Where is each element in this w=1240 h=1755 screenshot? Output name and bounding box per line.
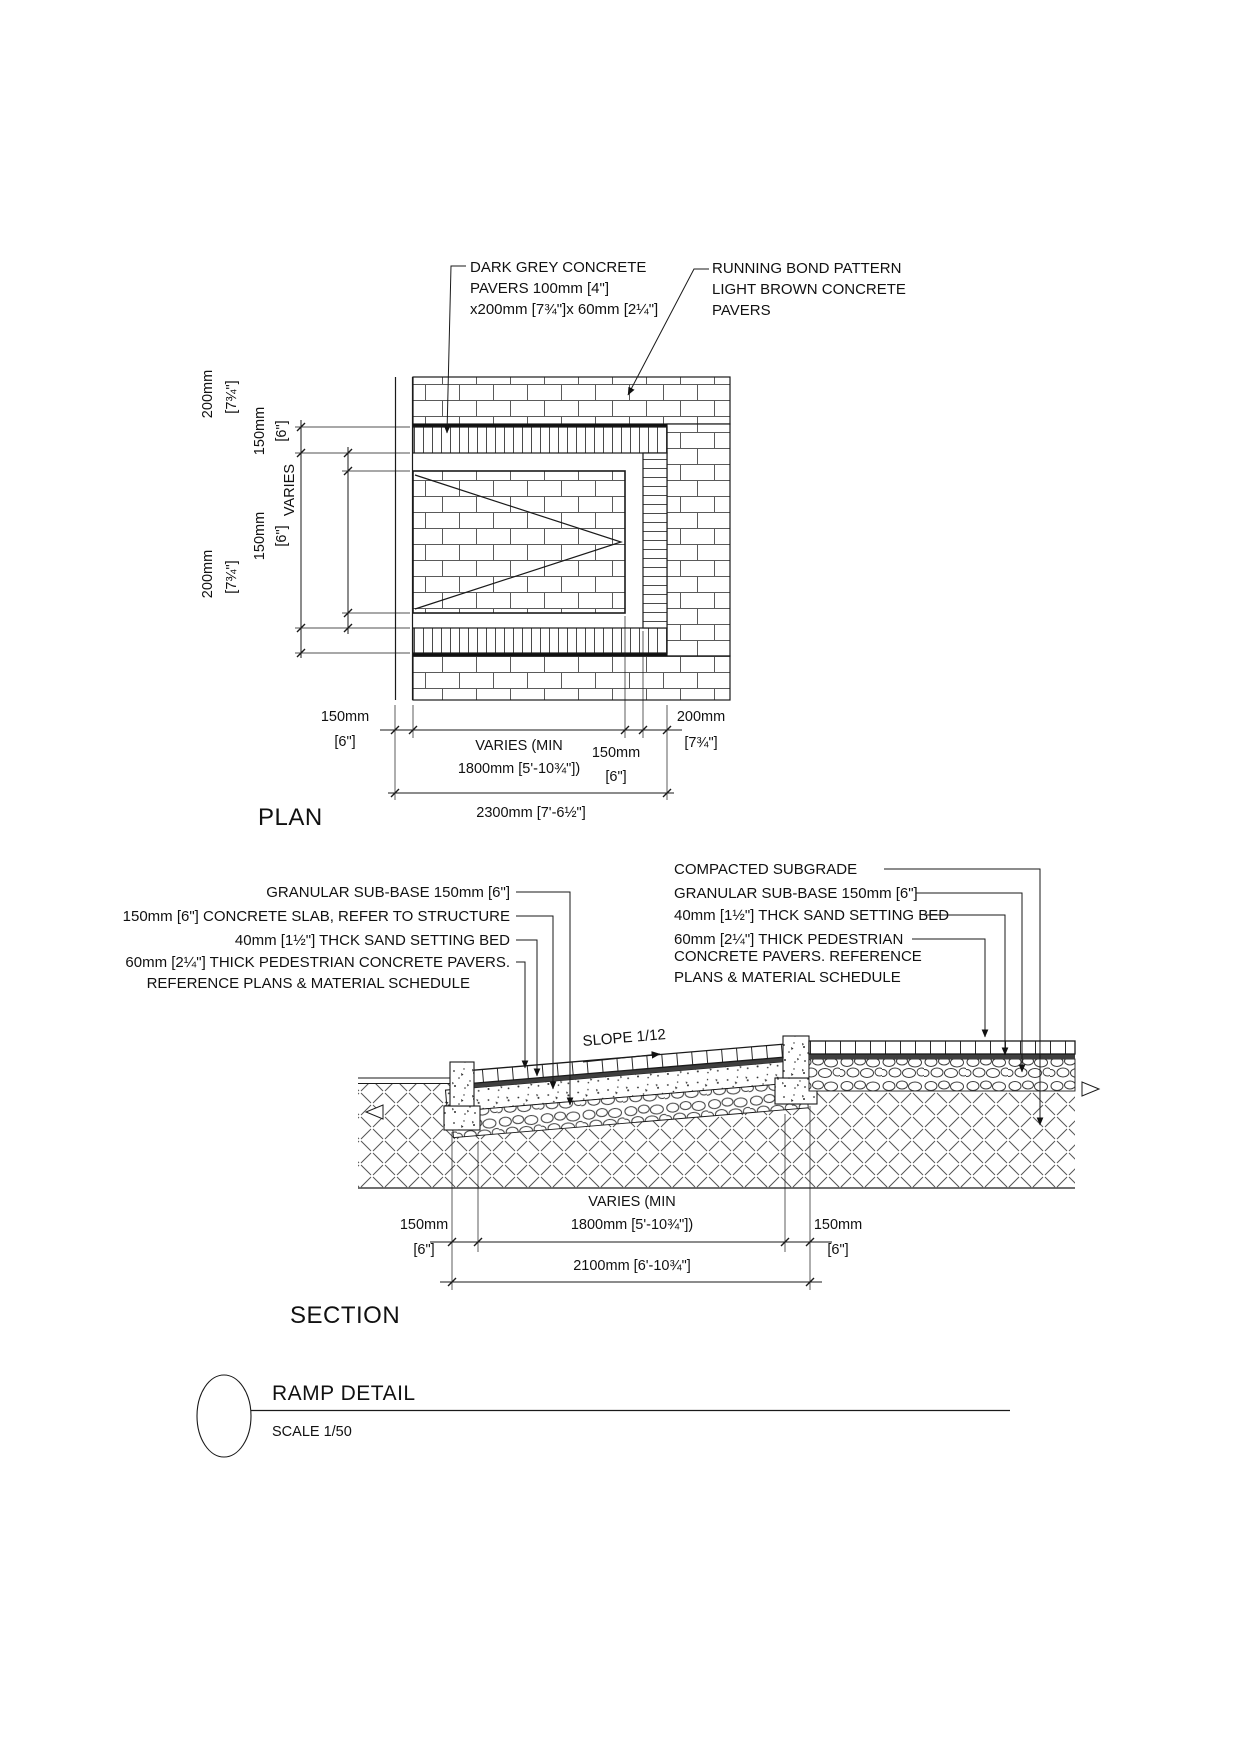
dim-sec-overall: 2100mm [6'-10¾"] xyxy=(573,1258,691,1274)
callout-left-granular: GRANULAR SUB-BASE 150mm [6"] xyxy=(266,884,510,901)
leader-left-pavers xyxy=(516,962,525,1068)
leader-left-slab xyxy=(516,916,553,1089)
callout-dark-grey-line2: PAVERS 100mm [4"] xyxy=(470,280,609,297)
plan-ext-lines-left xyxy=(295,427,410,653)
dim-bot-overall: 2300mm [7'-6½"] xyxy=(476,805,586,821)
detail-bubble xyxy=(197,1375,251,1457)
dim-sec-150-left-mm: 150mm xyxy=(399,1217,449,1233)
dim-left-150-bot-in: [6"] xyxy=(274,525,290,547)
plan-dim-labels-bottom xyxy=(321,709,725,821)
dim-left-200-top-mm: 200mm xyxy=(200,369,216,419)
plan-dim-labels-left xyxy=(200,370,298,598)
callout-left-sand: 40mm [1½"] THCK SAND SETTING BED xyxy=(234,932,510,949)
callout-right-pavers-line3: PLANS & MATERIAL SCHEDULE xyxy=(674,969,901,986)
section-dim-labels xyxy=(400,1194,862,1274)
dim-bot-varies-line1: VARIES (MIN xyxy=(475,738,563,754)
section-title: SECTION xyxy=(290,1302,401,1329)
section-right-curb xyxy=(783,1036,809,1078)
plan-paving-top-band xyxy=(413,377,730,424)
section-right-sand-bed xyxy=(809,1054,1075,1059)
callout-dark-grey-line3: x200mm [7¾"]x 60mm [2¼"] xyxy=(470,301,659,318)
callout-left-pavers-line2: REFERENCE PLANS & MATERIAL SCHEDULE xyxy=(146,975,470,992)
plan-callout-running-bond xyxy=(628,260,906,395)
callout-right-granular: GRANULAR SUB-BASE 150mm [6"] xyxy=(674,885,918,902)
section-right-grade-arrow xyxy=(1082,1082,1099,1096)
plan-dim-lines-left xyxy=(301,420,348,658)
dim-bot-150-left-in: [6"] xyxy=(334,734,356,750)
dim-bot-150-right-mm: 150mm xyxy=(591,745,641,761)
callout-running-bond-line2: LIGHT BROWN CONCRETE xyxy=(712,281,906,298)
section-view xyxy=(123,861,1099,1329)
plan-paving-bottom-band xyxy=(413,656,730,700)
dim-sec-150-right-in: [6"] xyxy=(827,1242,849,1258)
dim-sec-varies-line1: VARIES (MIN xyxy=(588,1194,676,1210)
dim-left-150-top-in: [6"] xyxy=(274,420,290,442)
title-block xyxy=(197,1375,1010,1457)
plan-soldier-band-bottom xyxy=(413,628,667,653)
callout-right-pavers-line2: CONCRETE PAVERS. REFERENCE xyxy=(674,948,922,965)
dim-left-varies: VARIES xyxy=(282,463,298,517)
plan-title: PLAN xyxy=(258,804,323,831)
plan-view xyxy=(200,259,906,831)
plan-ramp-field xyxy=(413,471,625,613)
callout-running-bond-line3: PAVERS xyxy=(712,302,771,319)
section-left-grade-lines xyxy=(358,1078,450,1084)
dim-left-200-bot-mm: 200mm xyxy=(200,549,216,599)
leader-left-sand xyxy=(516,940,537,1076)
dim-bot-200-mm: 200mm xyxy=(676,709,726,725)
dim-left-200-top-in: [7¾"] xyxy=(224,380,240,414)
callout-right-sand: 40mm [1½"] THCK SAND SETTING BED xyxy=(674,907,950,924)
plan-curb-strip xyxy=(396,377,413,700)
dim-sec-150-right-mm: 150mm xyxy=(813,1217,863,1233)
section-right-granular-base xyxy=(809,1059,1075,1091)
callout-left-slab: 150mm [6"] CONCRETE SLAB, REFER TO STRUCTURE xyxy=(122,908,510,925)
callout-right-pavers-line1: 60mm [2¼"] THICK PEDESTRIAN xyxy=(674,931,904,948)
sheet-title: RAMP DETAIL xyxy=(272,1382,416,1405)
sheet-scale: SCALE 1/50 xyxy=(272,1424,352,1440)
section-right-pavers xyxy=(809,1041,1075,1054)
leader-right-sand xyxy=(924,915,1005,1055)
callout-left-pavers-line1: 60mm [2¼"] THICK PEDESTRIAN CONCRETE PAVERS. xyxy=(125,954,510,971)
dim-bot-varies-line2: 1800mm [5'-10¾"]) xyxy=(457,761,581,777)
plan-soldier-band-top xyxy=(413,427,667,453)
dim-bot-200-in: [7¾"] xyxy=(684,735,718,751)
dim-sec-150-left-in: [6"] xyxy=(413,1242,435,1258)
slope-label: SLOPE 1/12 xyxy=(581,1026,667,1050)
section-left-curb xyxy=(450,1062,474,1106)
dim-left-150-bot-mm: 150mm xyxy=(252,511,268,561)
callout-running-bond-leader xyxy=(628,269,709,395)
dim-bot-150-left-mm: 150mm xyxy=(320,709,370,725)
dim-bot-150-right-in: [6"] xyxy=(605,769,627,785)
plan-dims-left xyxy=(295,420,410,658)
dim-left-200-bot-in: [7¾"] xyxy=(224,560,240,594)
callout-running-bond-line1: RUNNING BOND PATTERN xyxy=(712,260,902,277)
plan-paving-right-field xyxy=(667,424,730,656)
plan-dim-ticks-left xyxy=(297,423,352,657)
callout-right-subgrade: COMPACTED SUBGRADE xyxy=(674,861,858,878)
dim-left-150-top-mm: 150mm xyxy=(252,406,268,456)
leader-right-pavers xyxy=(912,939,985,1037)
section-left-curb-footing xyxy=(444,1106,480,1130)
plan-soldier-column-right xyxy=(643,453,667,628)
callout-dark-grey-line1: DARK GREY CONCRETE xyxy=(470,259,647,276)
dim-sec-varies-line2: 1800mm [5'-10¾"]) xyxy=(570,1217,694,1233)
